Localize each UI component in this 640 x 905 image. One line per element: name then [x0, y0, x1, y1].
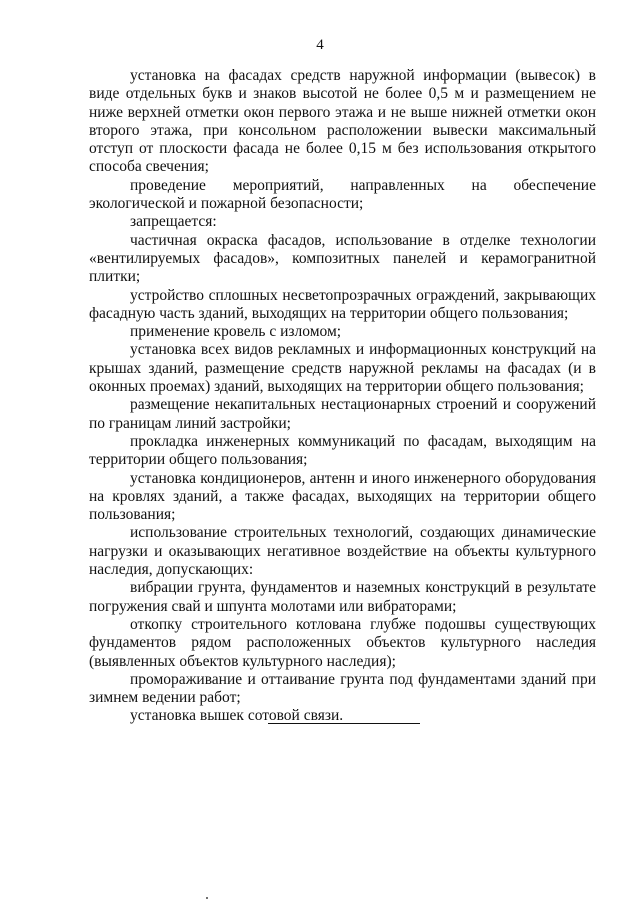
paragraph-broken-roofs: применение кровель с изломом; [130, 323, 342, 341]
paragraph-air-conditioners: установка кондиционеров, антенн и иного инженерного оборудования на кровлях зданий, а также фасадах, выходящих на территории общего пользования; [89, 469, 596, 524]
scan-speck [206, 897, 208, 899]
paragraph-partial-painting: частичная окраска фасадов, использование в отделке технологии «вентилируемых фасадов», композитных панелей и керамогранитной плитки; [89, 231, 596, 286]
paragraph-temporary-structures: размещение некапитальных нестационарных строений и сооружений по границам линий застройки; [89, 396, 596, 432]
paragraph-ground-vibration: вибрации грунта, фундаментов и наземных конструкций в результате погружения свай и шпунта молотами или вибраторами; [89, 579, 596, 615]
paragraph-prohibited-heading: запрещается: [130, 213, 217, 231]
paragraph-ground-freezing: промораживание и оттаивание грунта под фундаментами зданий при зимнем ведении работ; [89, 670, 596, 707]
page-number: 4 [316, 37, 324, 53]
paragraph-cell-towers: установка вышек сотовой связи. [130, 707, 344, 725]
paragraph-rooftop-advertising: установка всех видов рекламных и информационных конструкций на крышах зданий, размещение средств наружной рекламы на фасадах (и в оконных проемах) зданий, выходящих на территории общего пользования; [89, 341, 596, 396]
paragraph-safety-measures: проведение мероприятий, направленных на обеспечение экологической и пожарной безопасности; [89, 176, 596, 213]
paragraph-facade-signage: установка на фасадах средств наружной информации (вывесок) в виде отдельных букв и знаков высотой не более 0,5 м и размещением не ниже верхней отметки окон первого этажа и не выше нижней отметки окон второго этажа, при консольном расположении вывески максимальный отступ от плоскости фасада не более 0,15 м без использования открытого способа свечения; [89, 67, 596, 176]
closing-divider-line [268, 723, 420, 724]
document-body [89, 67, 596, 726]
paragraph-construction-technologies: использование строительных технологий, создающих динамические нагрузки и оказывающих негативное воздействие на объекты культурного наследия, допускающих: [89, 524, 596, 579]
paragraph-solid-fences: устройство сплошных несветопрозрачных ограждений, закрывающих фасадную часть зданий, выходящих на территории общего пользования; [89, 286, 596, 322]
paragraph-facade-utilities: прокладка инженерных коммуникаций по фасадам, выходящим на территории общего пользования; [89, 432, 596, 469]
paragraph-excavation: откопку строительного котлована глубже подошвы существующих фундаментов рядом расположенных объектов культурного наследия (выявленных объектов культурного наследия); [89, 615, 596, 670]
